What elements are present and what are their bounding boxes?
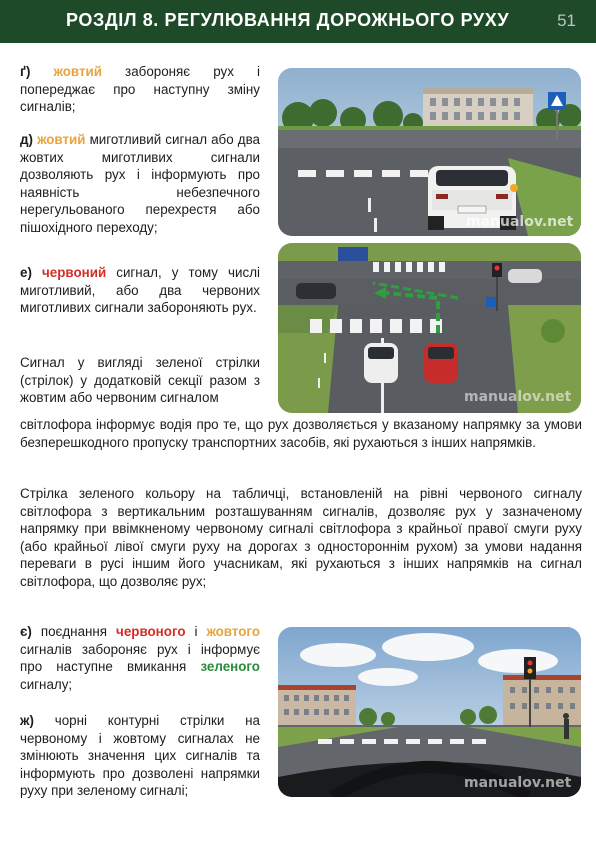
arrow-signal-paragraph-end: світлофора інформує водія про те, що рух дозволяється у вказаному напрямку за умови безперешкодного пропуску транспортних засобів, які рухаються з інших напрямків. xyxy=(20,417,582,450)
section-e-text: сигнал, у тому числі миготливий, або два червоних миготливих сигнали забороняють рух. xyxy=(20,265,260,316)
section-e-label: е) xyxy=(20,265,32,280)
section-d xyxy=(20,131,260,237)
section-g xyxy=(20,63,260,116)
arrow-signal-paragraph-start: Сигнал у вигляді зеленої стрілки (стрілок) у додатковій секції разом з жовтим або червоним сигналом xyxy=(20,355,260,406)
section-d-color-word: жовтий xyxy=(37,132,86,147)
section-g-label: ґ) xyxy=(20,64,31,79)
section-ye: є) поєднання червоного і жовтого сигналів забороняє рух і інформує про наступне вмикання зеленого сигналу; xyxy=(20,624,261,692)
section-d-label: д) xyxy=(20,132,33,147)
section-ye-green-word: зеленого xyxy=(200,659,260,675)
section-g-text: забороняє рух і попереджає про наступну зміну сигналів; xyxy=(20,64,260,115)
section-d-text: миготливий сигнал або два жовтих миготливих сигнали дозволяють рух і інформують про наявність небезпечного нерегульованого перехрестя або пішохідного переходу; xyxy=(20,132,260,235)
section-e-color-word: червоний xyxy=(42,265,107,280)
green-arrow-plate-paragraph: Стрілка зеленого кольору на табличці, встановленій на рівні червоного сигналу світлофора з вертикальним розташуванням сигналів, дозволяє рух у зазначеному напрямку при ввімкненому червоному сигналі світлофора з крайньої правої смуги руху (або крайньої лівої смуги руху на дорогах з одностороннім рухом) за умови надання переваги в русі іншим його учасникам, які рухаються з інших напрямків на сигнал світлофора, що дозволяє рух; xyxy=(20,486,582,589)
watermark-1: manualov.net xyxy=(466,214,574,230)
section-zh: ж) чорні контурні стрілки на червоному і жовтому сигналах не змінюють значення цих сигналів та інформують про дозволені напрямки руху при зеленому сигналі; xyxy=(20,713,260,799)
page-header xyxy=(0,0,596,43)
intersection-photo-yellow xyxy=(278,68,581,236)
section-g-color-word: жовтий xyxy=(53,64,102,79)
intersection-photo-green-arrow xyxy=(278,243,581,413)
section-ye-label: є) xyxy=(20,624,32,639)
watermark-3: manualov.net xyxy=(464,775,572,791)
page-number: 51 xyxy=(557,11,576,30)
section-ye-red-word: червоного xyxy=(116,624,186,639)
section-ye-yellow-word: жовтого xyxy=(206,624,261,639)
section-e xyxy=(20,264,260,317)
section-zh-label: ж) xyxy=(20,713,34,728)
watermark-2: manualov.net xyxy=(464,389,572,405)
driver-view-photo xyxy=(278,627,581,797)
chapter-title: РОЗДІЛ 8. РЕГУЛЮВАННЯ ДОРОЖНЬОГО РУХУ xyxy=(66,10,510,30)
